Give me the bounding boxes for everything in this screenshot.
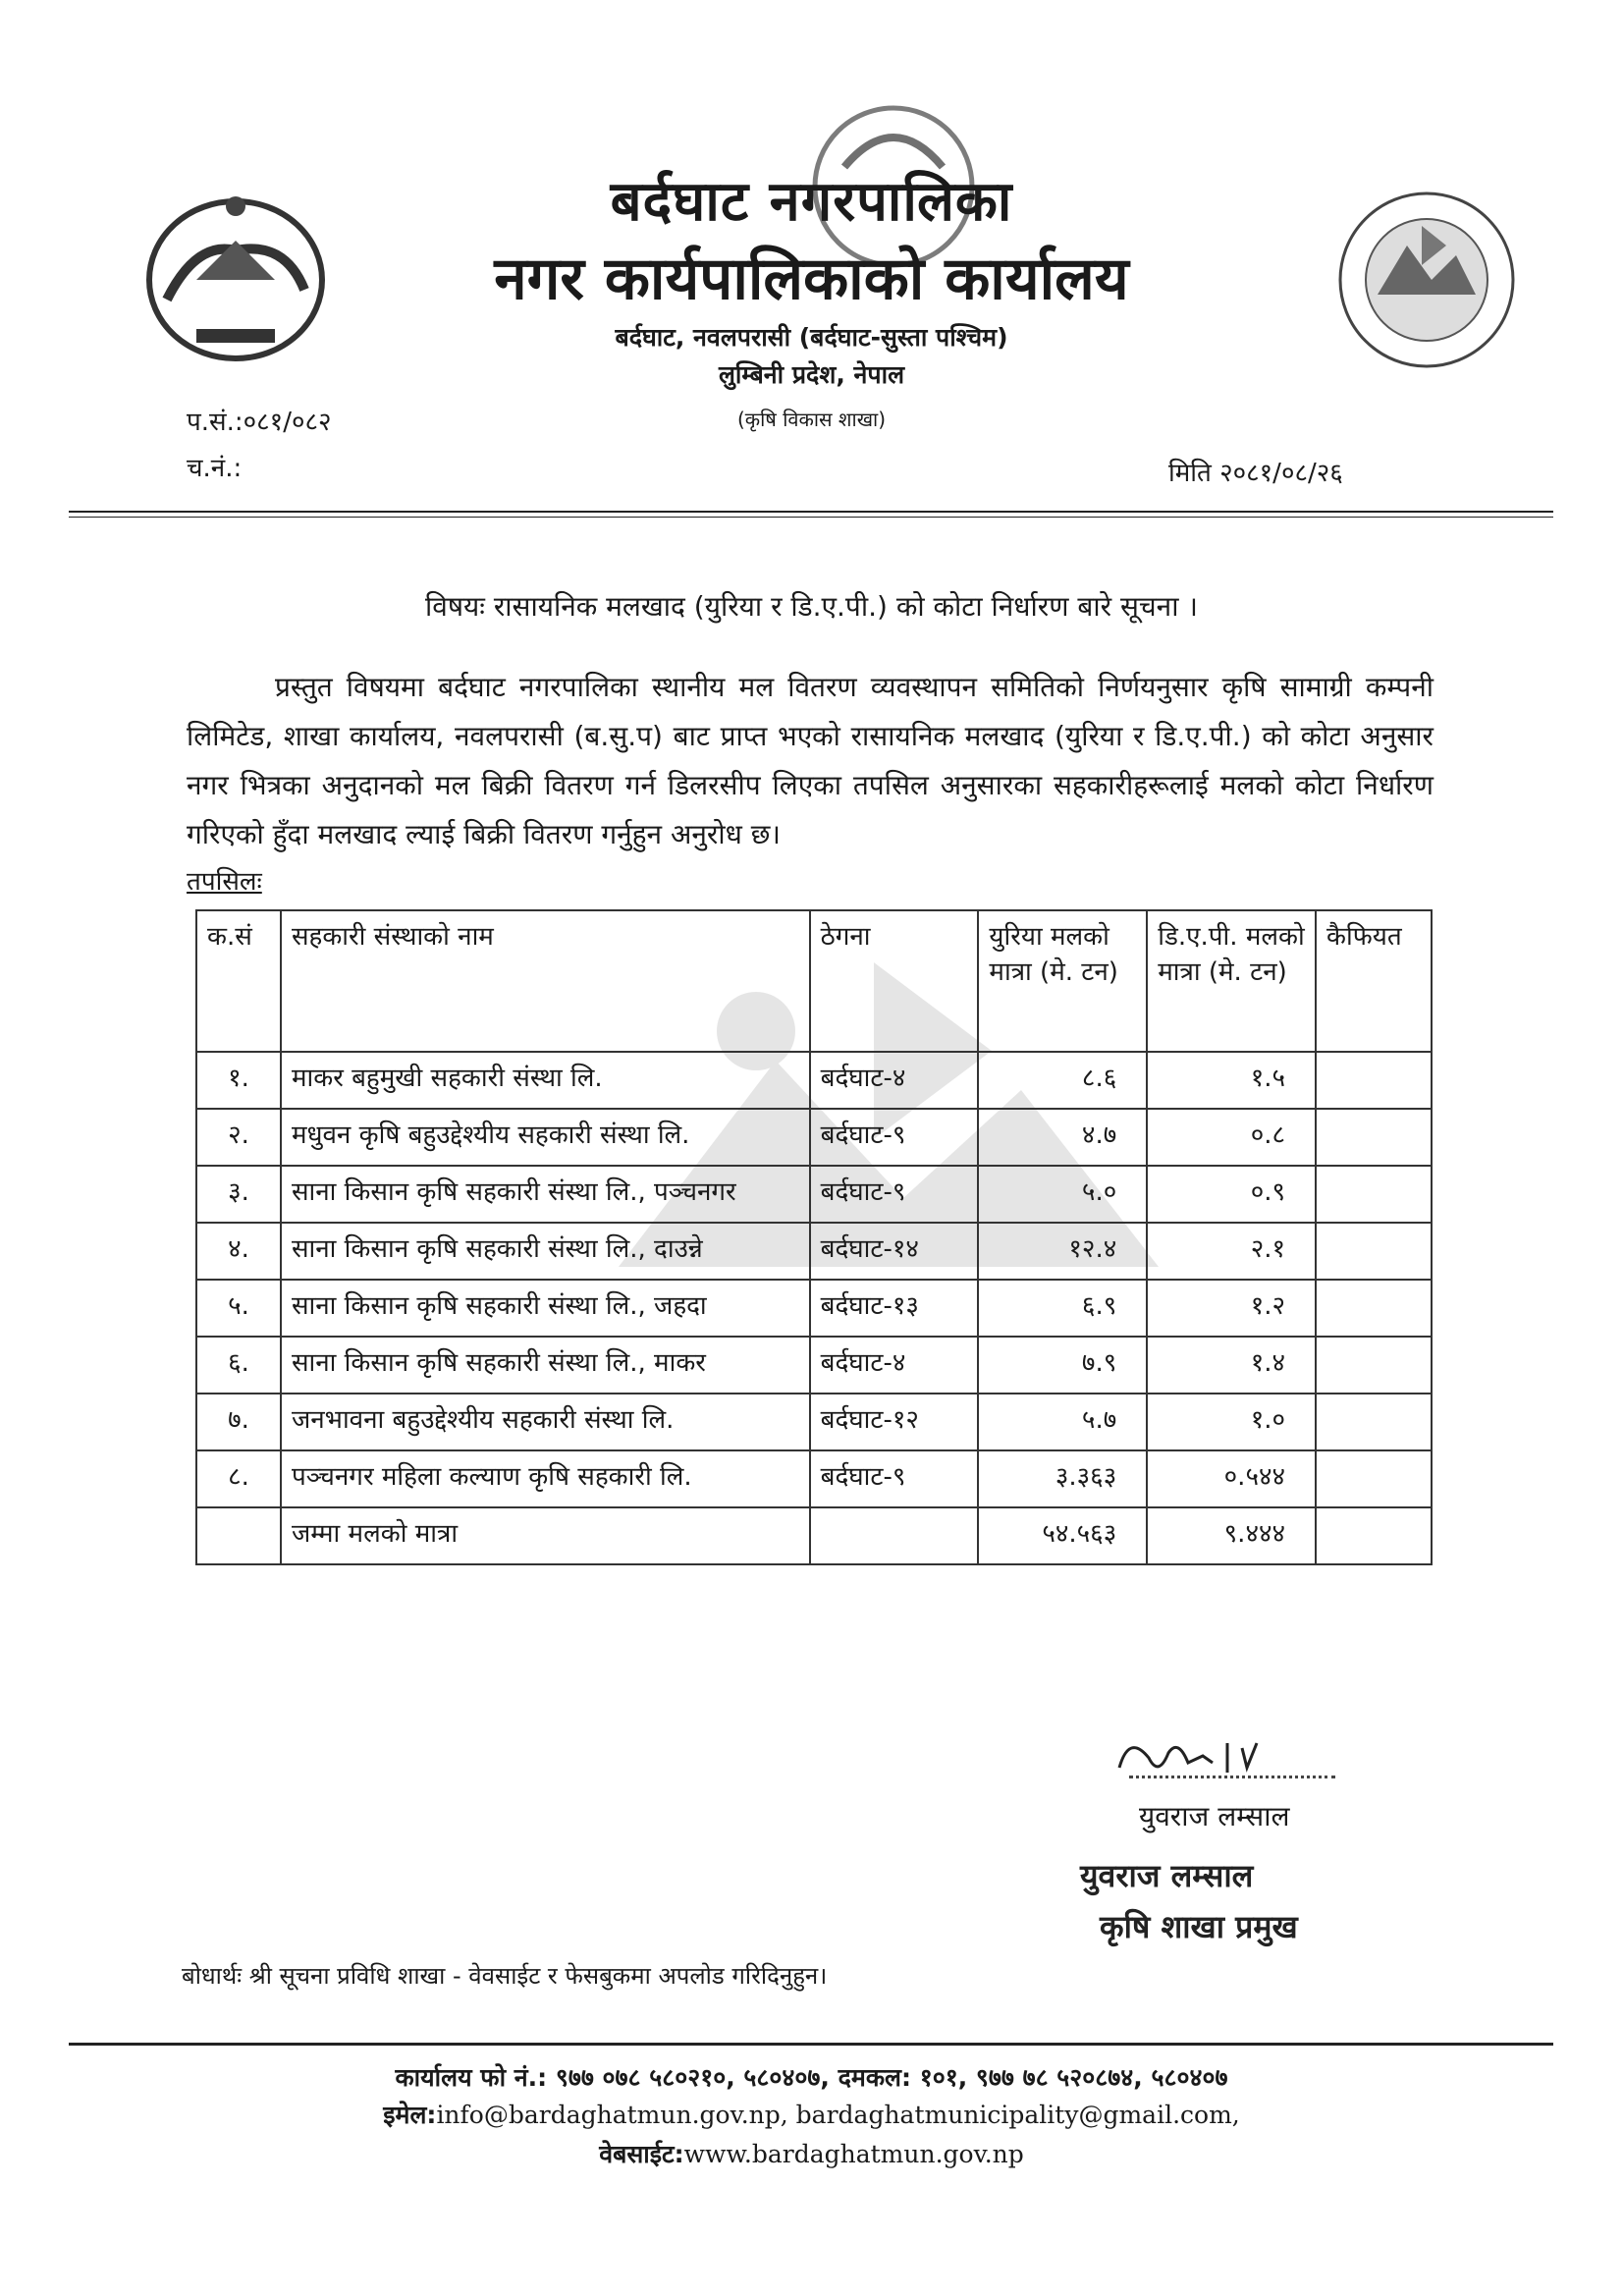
cell-name: साना किसान कृषि सहकारी संस्था लि., दाउन्ने [281,1223,810,1280]
subject-line: विषयः रासायनिक मलखाद (युरिया र डि.ए.पी.) को कोटा निर्धारण बारे सूचना । [425,590,1198,623]
cell-remarks [1316,1450,1432,1507]
cell-serial: २. [196,1109,281,1166]
cell-urea: ५.० [978,1166,1147,1223]
cell-serial: ५. [196,1280,281,1337]
table-header-row [196,910,1432,1052]
body-paragraph [187,663,1434,859]
cell-urea: ५.७ [978,1394,1147,1450]
footer-phone: कार्यालय फो नं.: ९७७ ०७८ ५८०२१०, ५८०४०७, दमकल: १०१, ९७७ ७८ ५२०८७४, ५८०४०७ [395,2063,1228,2092]
cell-address: बर्दघाट-४ [810,1337,979,1394]
address-line-2: लुम्बिनी प्रदेश, नेपाल [718,360,905,389]
cell-name: पञ्चनगर महिला कल्याण कृषि सहकारी लि. [281,1450,810,1507]
letter-number: प.सं.:०८१/०८२ [187,408,332,437]
cell-name: जनभावना बहुउद्देश्यीय सहकारी संस्था लि. [281,1394,810,1450]
cell-serial: ३. [196,1166,281,1223]
cc-note: बोधार्थः श्री सूचना प्रविधि शाखा - वेवसाईट र फेसबुकमा अपलोड गरिदिनुहुन। [182,1962,828,1990]
total-dap: ९.४४४ [1147,1507,1316,1564]
cell-remarks [1316,1394,1432,1450]
dispatch-number: च.नं.: [187,454,243,483]
total-serial [196,1507,281,1564]
letter-date: मिति २०८१/०८/२६ [1168,459,1343,488]
col-header-urea: युरिया मलको मात्रा (मे. टन) [978,910,1147,1052]
cell-remarks [1316,1166,1432,1223]
web-label: वेबसाईट: [599,2140,684,2168]
cell-name: साना किसान कृषि सहकारी संस्था लि., जहदा [281,1280,810,1337]
cell-address: बर्दघाट-९ [810,1450,979,1507]
office-name: नगर कार्यपालिकाको कार्यालय [494,245,1129,313]
cell-name: माकर बहुमुखी सहकारी संस्था लि. [281,1052,810,1109]
branch-name: (कृषि विकास शाखा) [736,408,887,431]
cell-remarks [1316,1337,1432,1394]
table-row [196,1280,1432,1337]
stamp-title: कृषि शाखा प्रमुख [1100,1908,1298,1945]
cell-urea: ४.७ [978,1109,1147,1166]
municipality-name: बर्दघाट नगरपालिका [610,170,1013,234]
email-address[interactable]: info@bardaghatmun.gov.np, bardaghatmunicipality@gmail.com, [436,2101,1240,2129]
table-row [196,1223,1432,1280]
table-row [196,1394,1432,1450]
table-label: तपसिलः [187,867,262,897]
cell-address: बर्दघाट-१३ [810,1280,979,1337]
address-line-1: बर्दघाट, नवलपरासी (बर्दघाट-सुस्ता पश्चिम) [615,323,1008,352]
email-label: इमेल: [383,2101,437,2129]
table-row [196,1337,1432,1394]
header-divider-thin [69,517,1553,518]
cell-dap: १.४ [1147,1337,1316,1394]
table-row [196,1109,1432,1166]
col-header-address: ठेगना [810,910,979,1052]
fertilizer-quota-table [195,909,1433,1565]
cell-dap: २.१ [1147,1223,1316,1280]
table-row [196,1052,1432,1109]
signatory-name: युवराज लम्साल [1139,1800,1290,1832]
cell-address: बर्दघाट-९ [810,1109,979,1166]
table-row [196,1166,1432,1223]
stamp-name: युवराज लम्साल [1080,1857,1254,1894]
cell-dap: १.० [1147,1394,1316,1450]
footer-web-line [0,2137,1623,2170]
col-header-serial: क.सं [196,910,281,1052]
total-label: जम्मा मलको मात्रा [281,1507,810,1564]
col-header-name: सहकारी संस्थाको नाम [281,910,810,1052]
cell-serial: ८. [196,1450,281,1507]
table-row [196,1450,1432,1507]
cell-serial: १. [196,1052,281,1109]
col-header-remarks: कैफियत [1316,910,1432,1052]
cell-address: बर्दघाट-९ [810,1166,979,1223]
cell-address: बर्दघाट-४ [810,1052,979,1109]
cell-remarks [1316,1052,1432,1109]
cell-dap: १.२ [1147,1280,1316,1337]
cell-dap: ०.८ [1147,1109,1316,1166]
cell-urea: १२.४ [978,1223,1147,1280]
table-total-row [196,1507,1432,1564]
cell-name: साना किसान कृषि सहकारी संस्था लि., माकर [281,1337,810,1394]
cell-name: साना किसान कृषि सहकारी संस्था लि., पञ्चनगर [281,1166,810,1223]
cell-serial: ४. [196,1223,281,1280]
total-address [810,1507,979,1564]
total-urea: ५४.५६३ [978,1507,1147,1564]
cell-serial: ७. [196,1394,281,1450]
cell-dap: ०.९ [1147,1166,1316,1223]
cell-urea: ८.६ [978,1052,1147,1109]
cell-remarks [1316,1223,1432,1280]
body-text: प्रस्तुत विषयमा बर्दघाट नगरपालिका स्थानीय मल वितरण व्यवस्थापन समितिको निर्णयनुसार कृषि सामाग्री कम्पनी लिमिटेड, शाखा कार्यालय, नवलपरासी (ब.सु.प) बाट प्राप्त भएको रासायनिक मलखाद (युरिया र डि.ए.पी.) को कोटा अनुसार नगर भित्रका अनुदानको मल बिक्री वितरण गर्न डिलरसीप लिएका तपसिल अनुसारका सहकारीहरूलाई मलको कोटा निर्धारण गरिएको हुँदा मलखाद ल्याई बिक्री वितरण गर्नुहुन अनुरोध छ। [187,671,1434,850]
website-link[interactable]: www.bardaghatmun.gov.np [683,2140,1024,2168]
cell-address: बर्दघाट-१२ [810,1394,979,1450]
cell-urea: ६.९ [978,1280,1147,1337]
cell-remarks [1316,1280,1432,1337]
handwritten-signature [1109,1728,1306,1787]
cell-serial: ६. [196,1337,281,1394]
cell-dap: १.५ [1147,1052,1316,1109]
cell-dap: ०.५४४ [1147,1450,1316,1507]
cell-urea: ७.९ [978,1337,1147,1394]
cell-address: बर्दघाट-१४ [810,1223,979,1280]
footer-email-line [0,2098,1623,2131]
signature-dotted-line [1129,1776,1335,1778]
cell-remarks [1316,1109,1432,1166]
header-divider [69,511,1553,513]
col-header-dap: डि.ए.पी. मलको मात्रा (मे. टन) [1147,910,1316,1052]
footer-divider [69,2043,1553,2046]
total-remarks [1316,1507,1432,1564]
cell-name: मधुवन कृषि बहुउद्देश्यीय सहकारी संस्था लि. [281,1109,810,1166]
cell-urea: ३.३६३ [978,1450,1147,1507]
